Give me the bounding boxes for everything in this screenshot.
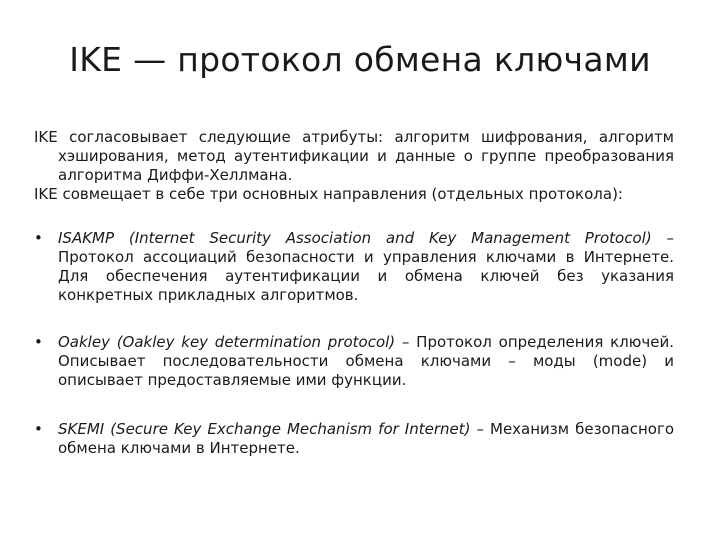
protocol-term: SKEMI (Secure Key Exchange Mechanism for Internet) — [58, 420, 471, 438]
bullet-icon: • — [34, 420, 43, 438]
protocol-term: Oakley (Oakley key determination protocol) — [58, 333, 396, 351]
list-item-oakley — [34, 333, 674, 390]
list-item-isakmp — [34, 229, 674, 305]
protocol-list — [34, 229, 674, 458]
protocol-description: – Механизм безопасного обмена ключами в Интернете. — [58, 420, 675, 457]
protocol-term: ISAKMP (Internet Security Association and Key Management Protocol) — [58, 229, 652, 247]
list-item-skemi — [34, 420, 674, 458]
slide-title: IKE — протокол обмена ключами — [69, 40, 651, 79]
intro-paragraph-attributes: IKE согласовывает следующие атрибуты: алгоритм шифрования, алгоритм хэширования, метод аутентификации и данные о группе преобразования алгоритма Диффи-Хеллмана. — [34, 128, 674, 184]
bullet-icon: • — [34, 333, 43, 351]
bullet-icon: • — [34, 229, 43, 247]
slide-body — [34, 128, 674, 458]
protocol-description: – Протокол ассоциаций безопасности и управления ключами в Интернете. Для обеспечения аутентификации и обмена ключей без указания конкретных прикладных алгоритмов. — [58, 229, 674, 304]
protocol-description: – Протокол определения ключей. Описывает последовательности обмена ключами – моды (mode) и описывает предоставляемые ими функции. — [58, 333, 674, 389]
intro-paragraph-directions: IKE совмещает в себе три основных направления (отдельных протокола): — [34, 185, 623, 203]
